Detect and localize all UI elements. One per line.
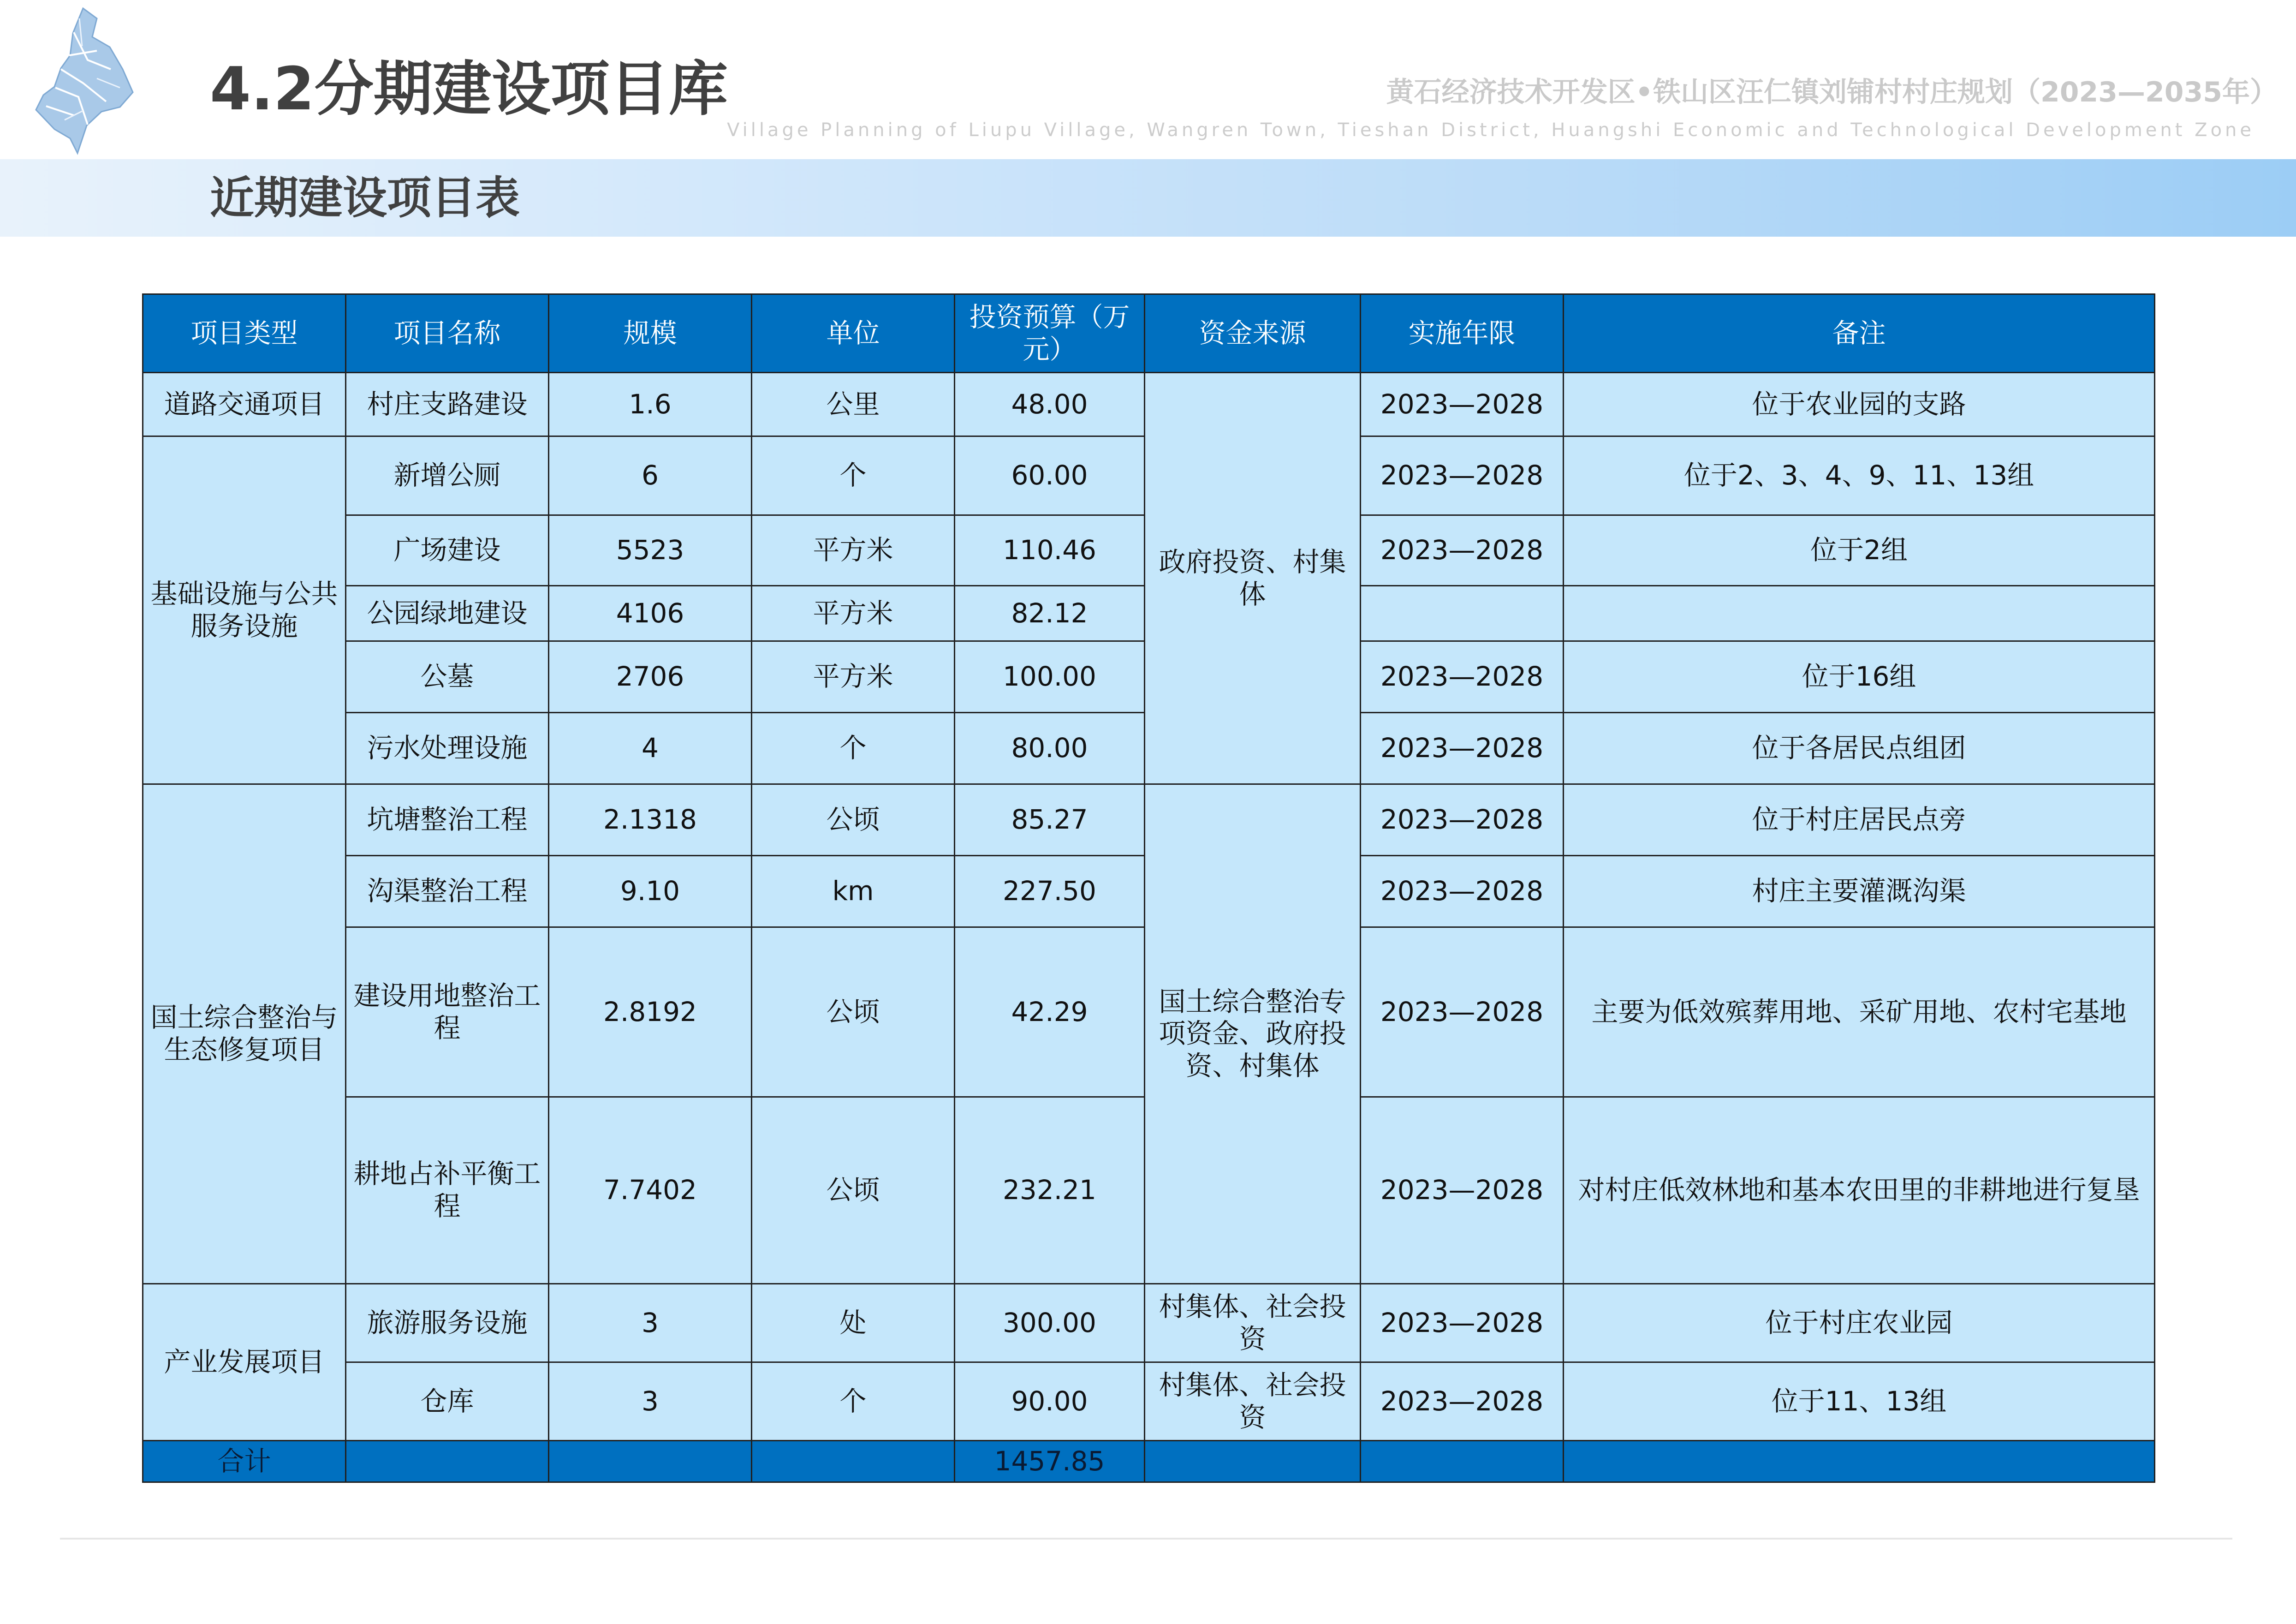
unit-cell: 个 — [752, 1362, 955, 1441]
budget-cell: 80.00 — [955, 713, 1145, 784]
scale-cell: 9.10 — [549, 856, 752, 927]
empty-cell — [1361, 1441, 1564, 1482]
empty-cell — [752, 1441, 955, 1482]
header-cell: 备注 — [1564, 294, 2155, 373]
note-cell: 位于村庄居民点旁 — [1564, 784, 2155, 856]
period-cell: 2023—2028 — [1361, 1284, 1564, 1362]
scale-cell: 3 — [549, 1362, 752, 1441]
scale-cell: 4106 — [549, 586, 752, 641]
project-name: 新增公厕 — [346, 436, 549, 515]
project-name: 沟渠整治工程 — [346, 856, 549, 927]
project-name: 建设用地整治工程 — [346, 927, 549, 1097]
unit-cell: 个 — [752, 713, 955, 784]
project-name: 旅游服务设施 — [346, 1284, 549, 1362]
period-cell: 2023—2028 — [1361, 1362, 1564, 1441]
project-name: 污水处理设施 — [346, 713, 549, 784]
funding-cell: 村集体、社会投资 — [1145, 1362, 1361, 1441]
note-cell: 位于2组 — [1564, 515, 2155, 586]
period-cell: 2023—2028 — [1361, 436, 1564, 515]
table-row — [143, 1362, 2155, 1441]
unit-cell: km — [752, 856, 955, 927]
unit-cell: 处 — [752, 1284, 955, 1362]
budget-cell: 60.00 — [955, 436, 1145, 515]
unit-cell: 公里 — [752, 373, 955, 436]
period-cell: 2023—2028 — [1361, 1097, 1564, 1284]
project-table — [142, 293, 2155, 1483]
scale-cell: 3 — [549, 1284, 752, 1362]
header-cell: 实施年限 — [1361, 294, 1564, 373]
project-name: 仓库 — [346, 1362, 549, 1441]
empty-cell — [346, 1441, 549, 1482]
budget-cell: 300.00 — [955, 1284, 1145, 1362]
total-row — [143, 1441, 2155, 1482]
header-cell: 项目名称 — [346, 294, 549, 373]
project-name: 公园绿地建设 — [346, 586, 549, 641]
table-row — [143, 784, 2155, 856]
header-cell: 单位 — [752, 294, 955, 373]
period-cell: 2023—2028 — [1361, 373, 1564, 436]
empty-cell — [1564, 1441, 2155, 1482]
funding-cell: 村集体、社会投资 — [1145, 1284, 1361, 1362]
period-cell — [1361, 586, 1564, 641]
note-cell: 位于2、3、4、9、11、13组 — [1564, 436, 2155, 515]
funding-cell: 政府投资、村集体 — [1145, 373, 1361, 784]
budget-cell: 90.00 — [955, 1362, 1145, 1441]
project-title-cn: 黄石经济技术开发区•铁山区汪仁镇刘铺村村庄规划（2023—2035年） — [1386, 76, 2278, 108]
note-cell: 位于16组 — [1564, 641, 2155, 713]
footer-divider — [60, 1538, 2232, 1540]
budget-cell: 48.00 — [955, 373, 1145, 436]
project-name: 村庄支路建设 — [346, 373, 549, 436]
unit-cell: 公顷 — [752, 1097, 955, 1284]
period-cell: 2023—2028 — [1361, 515, 1564, 586]
period-cell: 2023—2028 — [1361, 641, 1564, 713]
note-cell: 主要为低效殡葬用地、采矿用地、农村宅基地 — [1564, 927, 2155, 1097]
empty-cell — [1145, 1441, 1361, 1482]
period-cell: 2023—2028 — [1361, 784, 1564, 856]
budget-cell: 227.50 — [955, 856, 1145, 927]
note-cell: 位于农业园的支路 — [1564, 373, 2155, 436]
page-title: 4.2分期建设项目库 — [210, 55, 728, 124]
note-cell: 位于11、13组 — [1564, 1362, 2155, 1441]
unit-cell: 公顷 — [752, 927, 955, 1097]
scale-cell: 7.7402 — [549, 1097, 752, 1284]
note-cell — [1564, 586, 2155, 641]
category-cell: 国土综合整治与生态修复项目 — [143, 784, 346, 1284]
scale-cell: 5523 — [549, 515, 752, 586]
project-name: 坑塘整治工程 — [346, 784, 549, 856]
category-cell: 道路交通项目 — [143, 373, 346, 436]
budget-cell: 110.46 — [955, 515, 1145, 586]
budget-cell: 100.00 — [955, 641, 1145, 713]
project-name: 广场建设 — [346, 515, 549, 586]
unit-cell: 个 — [752, 436, 955, 515]
budget-cell: 232.21 — [955, 1097, 1145, 1284]
total-budget: 1457.85 — [955, 1441, 1145, 1482]
note-cell: 位于各居民点组团 — [1564, 713, 2155, 784]
unit-cell: 平方米 — [752, 641, 955, 713]
period-cell: 2023—2028 — [1361, 856, 1564, 927]
unit-cell: 公顷 — [752, 784, 955, 856]
header-cell: 项目类型 — [143, 294, 346, 373]
note-cell: 村庄主要灌溉沟渠 — [1564, 856, 2155, 927]
header-cell: 资金来源 — [1145, 294, 1361, 373]
category-cell: 产业发展项目 — [143, 1284, 346, 1441]
unit-cell: 平方米 — [752, 515, 955, 586]
table-row — [143, 373, 2155, 436]
header-cell: 投资预算（万元） — [955, 294, 1145, 373]
scale-cell: 4 — [549, 713, 752, 784]
note-cell: 对村庄低效林地和基本农田里的非耕地进行复垦 — [1564, 1097, 2155, 1284]
scale-cell: 6 — [549, 436, 752, 515]
project-name: 耕地占补平衡工程 — [346, 1097, 549, 1284]
scale-cell: 1.6 — [549, 373, 752, 436]
budget-cell: 42.29 — [955, 927, 1145, 1097]
total-label: 合计 — [143, 1441, 346, 1482]
table-header-row — [143, 294, 2155, 373]
village-map-icon — [28, 5, 138, 157]
header-cell: 规模 — [549, 294, 752, 373]
scale-cell: 2706 — [549, 641, 752, 713]
scale-cell: 2.8192 — [549, 927, 752, 1097]
period-cell: 2023—2028 — [1361, 713, 1564, 784]
project-title-en: Village Planning of Liupu Village, Wangren Town, Tieshan District, Huangshi Economic and Technological Development Zone — [727, 119, 2254, 141]
category-cell: 基础设施与公共服务设施 — [143, 436, 346, 784]
note-cell: 位于村庄农业园 — [1564, 1284, 2155, 1362]
table-row — [143, 1284, 2155, 1362]
budget-cell: 82.12 — [955, 586, 1145, 641]
funding-cell: 国土综合整治专项资金、政府投资、村集体 — [1145, 784, 1361, 1284]
unit-cell: 平方米 — [752, 586, 955, 641]
empty-cell — [549, 1441, 752, 1482]
period-cell: 2023—2028 — [1361, 927, 1564, 1097]
project-name: 公墓 — [346, 641, 549, 713]
budget-cell: 85.27 — [955, 784, 1145, 856]
scale-cell: 2.1318 — [549, 784, 752, 856]
table-title: 近期建设项目表 — [210, 172, 520, 224]
